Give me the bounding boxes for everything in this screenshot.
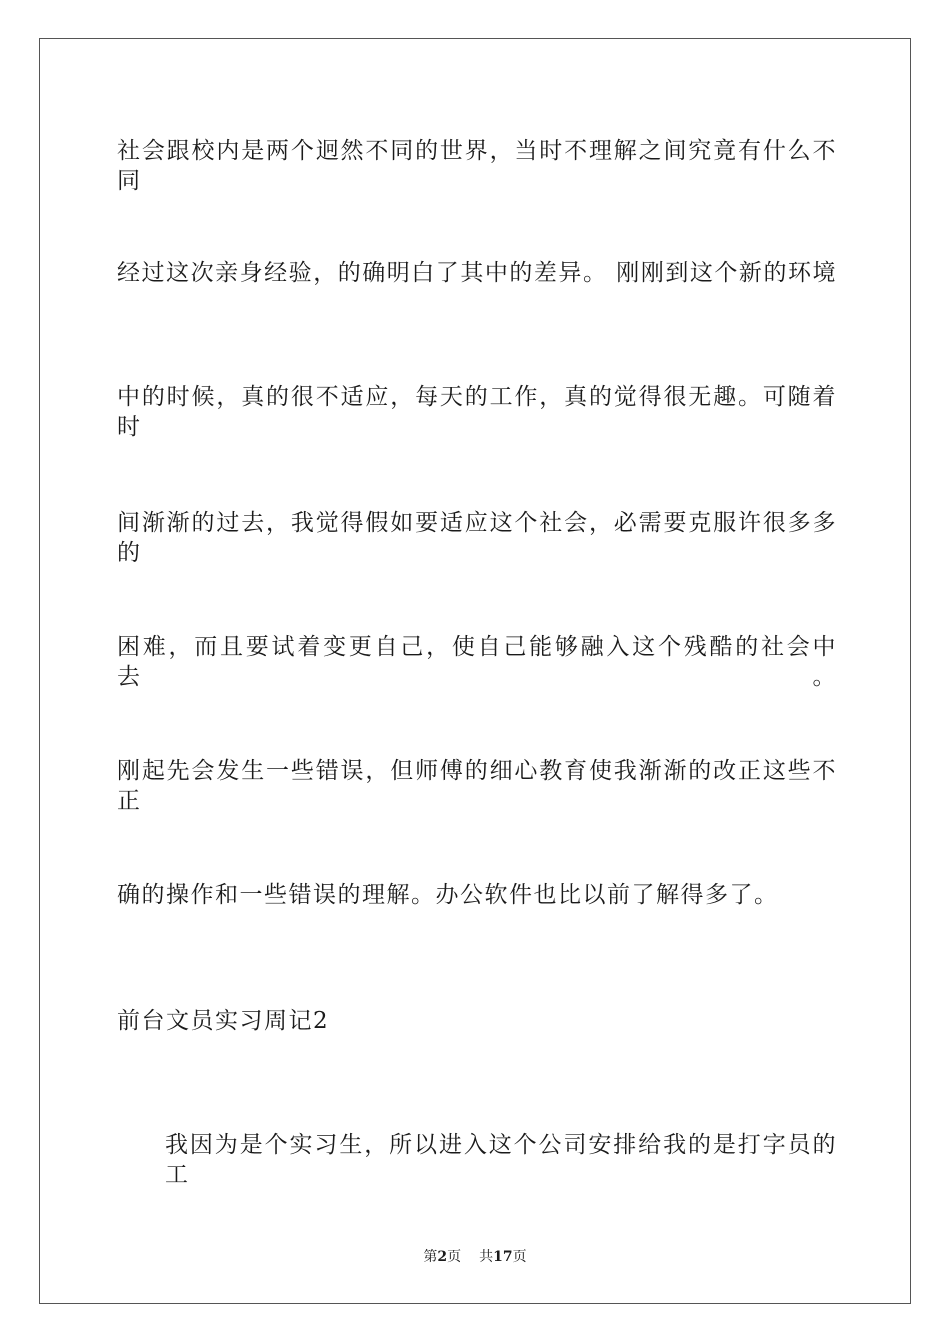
body-line-3: 中的时候，真的很不适应，每天的工作，真的觉得很无趣。可随着时 xyxy=(117,384,837,440)
page-footer xyxy=(0,1248,950,1266)
body-line-6: 刚起先会发生一些错误，但师傅的细心教育使我渐渐的改正这些不正 xyxy=(117,758,837,814)
section-heading: 前台文员实习周记2 xyxy=(117,1008,330,1034)
total-suffix: 页 xyxy=(512,1249,527,1265)
page-number: 2 xyxy=(437,1249,448,1265)
body-line-4: 间渐渐的过去，我觉得假如要适应这个社会，必需要克服许很多多的 xyxy=(117,510,837,566)
total-prefix: 共 xyxy=(479,1249,494,1265)
body-line-7: 确的操作和一些错误的理解。办公软件也比以前了解得多了。 xyxy=(117,882,779,908)
body-line-5: 困难，而且要试着变更自己，使自己能够融入这个残酷的社会中去。 xyxy=(117,634,837,690)
body-line-2: 经过这次亲身经验，的确明白了其中的差异。 刚刚到这个新的环境 xyxy=(117,260,837,286)
total-pages: 17 xyxy=(493,1249,513,1265)
body-line-1: 社会跟校内是两个迥然不同的世界，当时不理解之间究竟有什么不同 xyxy=(117,138,837,194)
page-prefix: 第 xyxy=(423,1249,438,1265)
paragraph-first-line: 我因为是个实习生，所以进入这个公司安排给我的是打字员的工 xyxy=(165,1132,837,1188)
page-suffix: 页 xyxy=(447,1249,462,1265)
